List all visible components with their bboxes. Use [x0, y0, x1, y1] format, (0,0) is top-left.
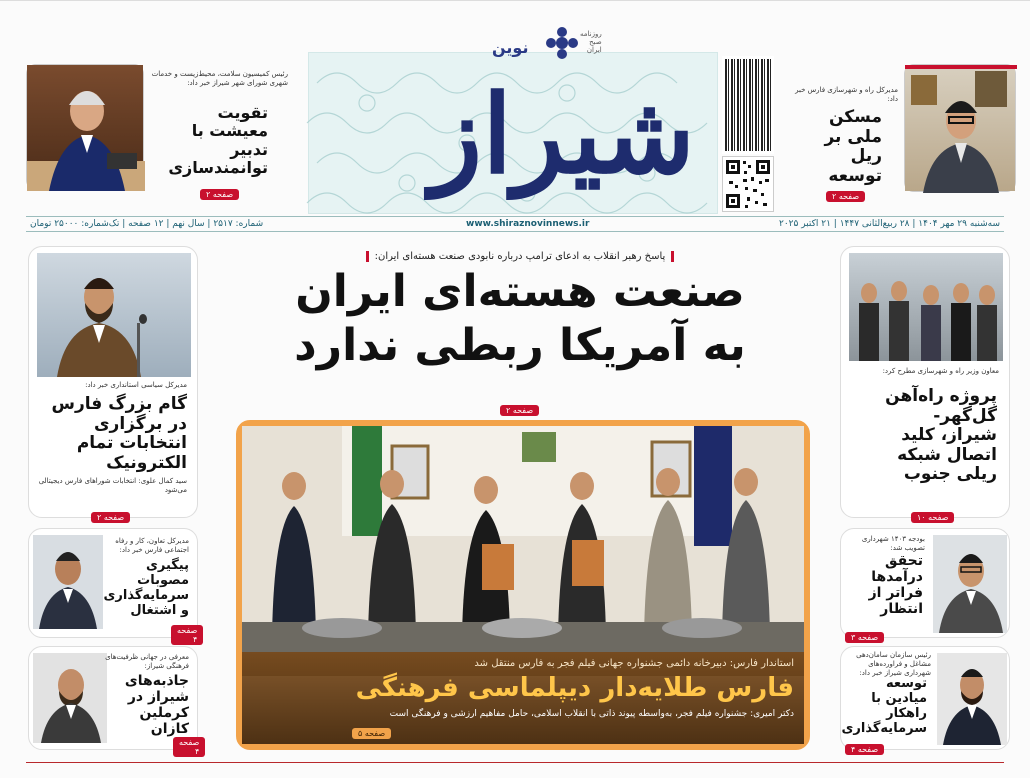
top-right-photo: [904, 64, 1016, 192]
top-right-kicker: مدیرکل راه و شهرسازی فارس خبر داد:: [795, 86, 898, 103]
right-story-card-2: [840, 528, 1010, 642]
rosette-icon: [544, 26, 580, 60]
right-story-2-page-wrap: [845, 625, 884, 644]
main-photo-caption: [242, 652, 804, 744]
page-badge[interactable]: صفحه ۵: [352, 728, 391, 739]
page-badge[interactable]: صفحه ۲: [500, 405, 539, 416]
main-photo-frame[interactable]: [236, 420, 810, 750]
left-story-card-3: [28, 646, 200, 756]
right-story-3-page-wrap: [845, 737, 884, 756]
left-story-1-headline: گام بزرگ فارس در برگزاری انتخابات تمام الکترونیک: [51, 394, 187, 473]
left-story-3-kicker: معرفی در جهانی ظرفیت‌های فرهنگی شیراز:: [105, 653, 189, 670]
photo-page-wrap: [352, 721, 391, 740]
photo-subheadline: دکتر امیری: جشنواره فیلم فجر، به‌واسطه پیوند ذاتی با انقلاب اسلامی، حامل مفاهیم ارزشی و فرهنگی است: [389, 709, 794, 719]
top-right-headline: مسکن ملی بر ریل توسعه: [824, 107, 882, 186]
main-headline-line-1: صنعت هسته‌ای ایران: [295, 266, 745, 317]
main-headline[interactable]: [240, 268, 800, 371]
right-story-3-kicker: رئیس سازمان سامان‌دهی مشاغل و فراورده‌های شهرداری شیراز خبر داد:: [856, 651, 931, 677]
center-kicker-wrap: [330, 244, 710, 263]
masthead-logo: [488, 24, 602, 64]
top-right-page-badge-wrap: [826, 184, 865, 203]
issue-info-bar: [26, 216, 1004, 232]
left-story-1-page-wrap: [91, 505, 130, 524]
left-story-1-sub: سید کمال علوی: انتخابات شوراهای فارس دیجیتالی می‌شود: [38, 477, 187, 494]
right-story-3-headline: توسعه میادین با راهکار سرمایه‌گذاری: [841, 676, 927, 736]
left-story-card-1: [28, 246, 198, 522]
left-story-2-photo: [33, 535, 103, 629]
page-badge[interactable]: صفحه ۱۰: [911, 512, 954, 523]
page-badge[interactable]: صفحه ۲: [200, 189, 239, 200]
left-story-3-headline: جاذبه‌های شیراز در کرملین کازان: [124, 673, 189, 738]
issue-details: شماره: ۲۵۱۷ | سال نهم | ۱۲ صفحه | تک‌شماره: ۲۵۰۰۰ تومان: [30, 219, 264, 229]
right-story-1-photo: [849, 253, 1003, 361]
left-story-2-page-wrap: [171, 625, 203, 646]
right-story-2-headline: تحقق درآمدها فراتر از انتظار: [868, 553, 923, 618]
website-url[interactable]: www.shiraznovinnews.ir: [466, 219, 590, 229]
right-story-1-kicker: معاون وزیر راه و شهرسازی مطرح کرد:: [882, 367, 999, 375]
page-badge[interactable]: صفحه ۴: [173, 737, 205, 757]
left-story-1-kicker: مدیرکل سیاسی استانداری خبر داد:: [85, 381, 187, 389]
issue-date: سه‌شنبه ۲۹ مهر ۱۴۰۴ | ۲۸ ربیع‌الثانی ۱۴۴۷ | ۲۱ اکتبر ۲۰۲۵: [779, 219, 1000, 229]
page-badge[interactable]: صفحه ۳: [845, 632, 884, 643]
page-badge[interactable]: صفحه ۴: [845, 744, 884, 755]
center-page-wrap: [500, 398, 539, 417]
qr-code: [722, 156, 774, 212]
page-badge[interactable]: صفحه ۲: [826, 191, 865, 202]
top-left-page-badge-wrap: [200, 182, 239, 201]
page-badge[interactable]: صفحه ۲: [91, 512, 130, 523]
right-story-2-kicker: بودجه ۱۴۰۳ شهرداری تصویب شد:: [861, 535, 925, 552]
right-story-3-photo: [937, 653, 1007, 745]
masthead-tagline: روزنامه صبح ایران: [579, 30, 602, 54]
masthead-title: شیراز: [430, 72, 695, 198]
left-story-1-photo: [37, 253, 191, 377]
right-story-1-page-wrap: [911, 505, 954, 524]
page-badge[interactable]: صفحه ۴: [171, 625, 203, 645]
left-story-3-page-wrap: [173, 737, 205, 758]
right-story-card-1: [840, 246, 1010, 522]
main-headline-line-2: به آمریکا ربطی ندارد: [294, 320, 746, 372]
top-left-kicker: رئیس کمیسیون سلامت، محیط‌زیست و خدمات شهری شورای شهر شیراز خبر داد:: [151, 70, 288, 87]
photo-headline[interactable]: فارس طلایه‌دار دیپلماسی فرهنگی: [355, 673, 794, 703]
barcode: [722, 56, 774, 154]
left-story-3-photo: [33, 653, 107, 743]
masthead-subtitle-word: نوین: [492, 38, 529, 57]
right-story-card-3: [840, 646, 1010, 754]
masthead-banner: [308, 52, 718, 214]
top-left-headline: تقویت معیشت با تدبیر توانمندسازی: [168, 103, 268, 178]
top-left-photo: [26, 64, 144, 190]
right-story-1-headline: پروژه راه‌آهن گل‌گهر-شیراز، کلید اتصال شبکه ریلی جنوب: [885, 386, 997, 485]
right-story-2-photo: [933, 535, 1007, 633]
top-rule: [0, 0, 1030, 1]
left-story-2-kicker: مدیرکل تعاون، کار و رفاه اجتماعی فارس خبر داد:: [115, 537, 189, 554]
photo-kicker: استاندار فارس: دبیرخانه دائمی جشنواره جهانی فیلم فجر به فارس منتقل شد: [474, 658, 794, 669]
left-story-card-2: [28, 528, 198, 644]
center-kicker: پاسخ رهبر انقلاب به ادعای ترامپ درباره نابودی صنعت هسته‌ای ایران:: [366, 251, 675, 262]
bottom-rule: [26, 762, 1004, 763]
left-story-2-headline: پیگیری مصوبات سرمایه‌گذاری و اشتغال: [103, 558, 189, 618]
